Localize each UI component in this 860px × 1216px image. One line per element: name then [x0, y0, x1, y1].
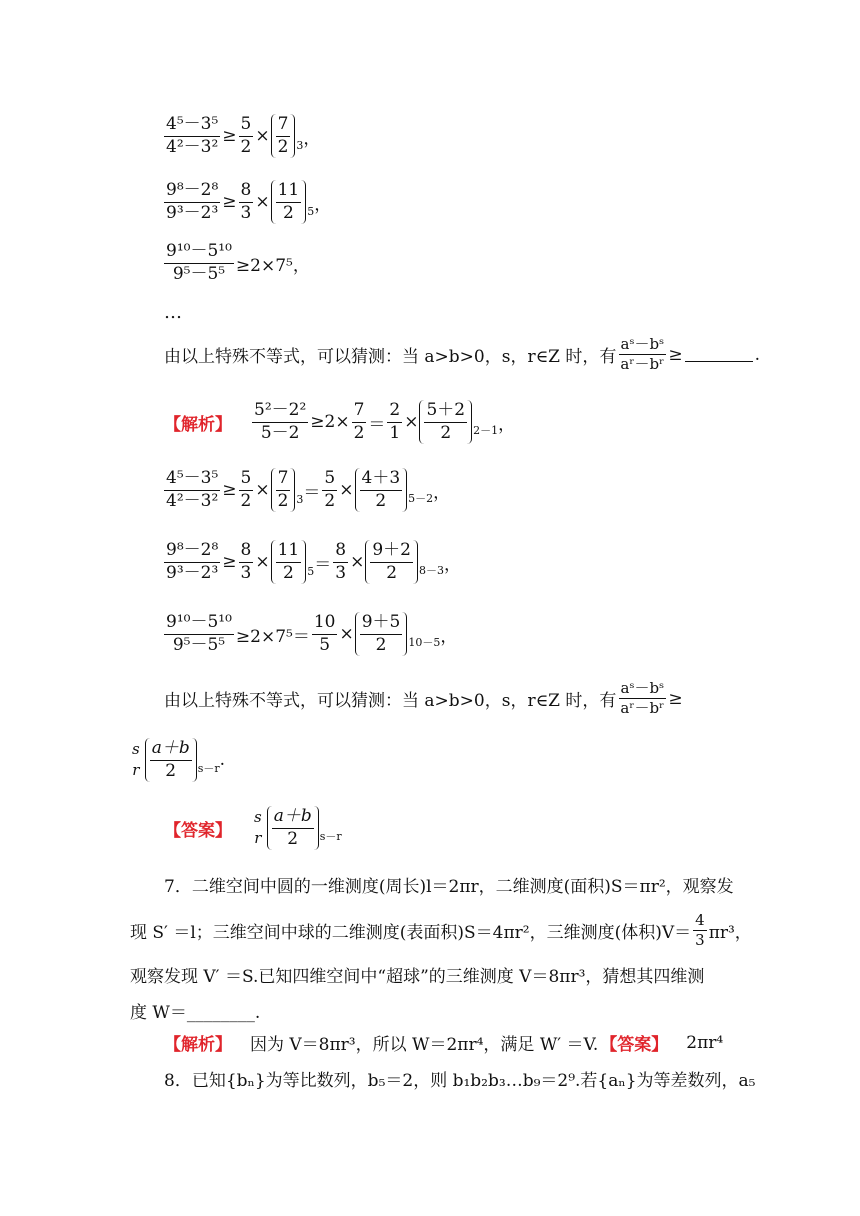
fraction [239, 181, 254, 223]
numerator: 4 [693, 912, 707, 931]
eq-symbol: ＝ [303, 482, 321, 503]
denominator: 3 [240, 562, 252, 583]
numerator: 8 [333, 541, 348, 563]
denominator: 9⁵－5⁵ [172, 634, 226, 655]
numerator: 8 [239, 181, 254, 203]
denominator: 4²－3² [166, 136, 219, 157]
denominator: 1 [389, 422, 401, 443]
times-symbol: × [339, 480, 354, 501]
bracket-group [419, 400, 472, 444]
answer-line [164, 806, 342, 850]
denominator: 5 [319, 634, 331, 655]
fraction [164, 541, 220, 583]
answer-text: 2πr⁴ [686, 1032, 724, 1053]
exponent: 3 [296, 139, 304, 153]
q7-line-1: 7．二维空间中圆的一维测度(周长)l＝2πr，二维测度(面积)S＝πr²，观察发 [164, 877, 734, 897]
bracket-group [267, 806, 319, 850]
numerator: 7 [276, 115, 291, 137]
numerator: 9⁸－2⁸ [164, 181, 220, 203]
analysis-line-3 [162, 540, 461, 584]
fraction [276, 115, 291, 157]
q7-line-3: 观察发现 V′ ＝S.已知四维空间中“超球”的三维测度 V＝8πr³，猜想其四维测 [130, 967, 705, 987]
denominator: r [254, 828, 262, 847]
denominator: 3 [335, 562, 347, 583]
comma: ， [303, 128, 321, 149]
q7-line-2-text: 现 S′ ＝l；三维空间中球的二维测度(表面积)S＝4πr²，三维测度(体积)V＝ [130, 923, 692, 944]
exponent: 5－2 [408, 492, 434, 506]
ge-symbol: ≥ [222, 126, 237, 147]
rhs-text: ≥2×7⁵， [235, 255, 310, 276]
numerator: 4⁵－3⁵ [164, 469, 220, 491]
ge-symbol: ≥ [222, 480, 237, 501]
inequality-line-3 [162, 242, 310, 284]
question-text: 由以上特殊不等式，可以猜测：当 a>b>0，s，r∈Z 时，有 [164, 347, 617, 368]
fraction [164, 242, 234, 284]
analysis-line-1 [164, 400, 515, 444]
bracket-group [145, 738, 197, 782]
denominator: aʳ－bʳ [620, 355, 665, 374]
fraction [276, 469, 291, 511]
inequality-line-1 [162, 114, 320, 158]
comma: ， [443, 554, 461, 575]
numerator: 2 [387, 401, 402, 423]
times-symbol: × [255, 480, 270, 501]
denominator: 9³－2³ [166, 202, 219, 223]
fraction [360, 469, 403, 511]
fraction [360, 613, 403, 655]
comma: ， [433, 482, 451, 503]
fraction [387, 401, 402, 443]
numerator: 5 [239, 469, 254, 491]
analysis-text: 因为 V＝8πr³，所以 W＝2πr⁴，满足 W′ ＝V. [250, 1035, 599, 1055]
fraction [618, 680, 666, 718]
ge-symbol: ≥ [222, 552, 237, 573]
conclusion-text: 由以上特殊不等式，可以猜测：当 a>b>0，s，r∈Z 时，有 [164, 691, 617, 712]
denominator: aʳ－bʳ [620, 699, 665, 718]
bracket-group [271, 114, 296, 158]
numerator: 5²－2² [252, 401, 308, 423]
answer-blank [685, 347, 753, 362]
fraction [693, 912, 707, 950]
conclusion-line [164, 680, 683, 718]
denominator: 2 [440, 422, 452, 443]
answer-tag: 【答案】 [164, 820, 232, 841]
period: . [219, 750, 226, 771]
denominator: 2 [283, 562, 294, 583]
numerator: 9¹⁰－5¹⁰ [164, 242, 234, 264]
denominator: 2 [240, 490, 252, 511]
analysis-line-2 [162, 468, 450, 512]
exponent: 5 [307, 205, 315, 219]
comma: ， [314, 194, 332, 215]
fraction [312, 613, 338, 655]
analysis-tag: 【解析】 [164, 414, 232, 435]
q7-line-2 [130, 912, 752, 950]
ge-symbol: ≥ [668, 688, 683, 709]
numerator: s [254, 808, 262, 827]
exponent: 3 [296, 493, 304, 507]
fraction [239, 469, 254, 511]
numerator: aˢ－bˢ [619, 336, 667, 355]
times-symbol: × [339, 624, 354, 645]
numerator: 5 [239, 115, 254, 137]
bracket-group [355, 468, 408, 512]
numerator: 4＋3 [360, 469, 403, 491]
times-symbol: × [255, 192, 270, 213]
numerator: 4⁵－3⁵ [164, 115, 220, 137]
denominator: 3 [240, 202, 252, 223]
exponent: s－r [319, 830, 342, 844]
fraction [164, 115, 220, 157]
denominator: 2 [353, 422, 365, 443]
denominator: 2 [277, 490, 289, 511]
bracket-group [271, 180, 307, 224]
denominator: 2 [165, 760, 177, 781]
comma: ， [498, 414, 516, 435]
denominator: 2 [277, 136, 289, 157]
fraction [239, 115, 254, 157]
fraction [276, 541, 302, 583]
fraction [424, 401, 467, 443]
inequality-line-2 [162, 180, 331, 224]
analysis-tag: 【解析】 [164, 1035, 232, 1055]
fraction [618, 336, 666, 374]
denominator: 2 [283, 202, 294, 223]
denominator: 2 [375, 490, 387, 511]
analysis-line-4 [162, 612, 457, 656]
fraction [239, 541, 254, 583]
numerator: 5＋2 [424, 401, 467, 423]
ge-symbol: ≥ [222, 192, 237, 213]
fraction [252, 401, 308, 443]
q7-line-4: 度 W＝________. [130, 1003, 261, 1023]
fraction [252, 809, 264, 847]
exponent: 8－3 [418, 564, 444, 578]
comma: ， [440, 626, 458, 647]
denominator: 3 [695, 931, 705, 950]
fraction [322, 469, 337, 511]
mid-text: ≥2×7⁵＝ [235, 626, 310, 647]
denominator: 9⁵－5⁵ [172, 263, 226, 284]
denominator: 2 [324, 490, 336, 511]
denominator: 2 [375, 634, 387, 655]
exponent: 5 [307, 565, 315, 579]
denominator: 5－2 [260, 422, 300, 443]
denominator: 2 [287, 828, 299, 849]
fraction [164, 181, 220, 223]
times-symbol: × [404, 412, 419, 433]
numerator: 9＋5 [360, 613, 403, 635]
times-symbol: × [350, 552, 365, 573]
q7-analysis-line [164, 1030, 723, 1055]
fraction [276, 181, 302, 223]
numerator: s [132, 740, 140, 759]
numerator: 9¹⁰－5¹⁰ [164, 613, 234, 635]
fraction [164, 469, 220, 511]
answer-tag: 【答案】 [600, 1035, 669, 1055]
ellipsis: … [164, 302, 182, 323]
times-symbol: × [255, 552, 270, 573]
fraction [370, 541, 413, 583]
numerator: 11 [276, 541, 302, 563]
fraction [352, 401, 367, 443]
eq-symbol: ＝ [368, 414, 386, 435]
numerator: 10 [312, 613, 338, 635]
fraction [333, 541, 348, 583]
denominator: 2 [240, 136, 252, 157]
period: . [754, 344, 761, 365]
times-symbol: × [255, 126, 270, 147]
numerator: 7 [276, 469, 291, 491]
numerator: 9⁸－2⁸ [164, 541, 220, 563]
conclusion-formula [128, 738, 225, 782]
denominator: 4²－3² [166, 490, 219, 511]
bracket-group [355, 612, 408, 656]
q8-line-1: 8．已知{bₙ}为等比数列，b₅＝2，则 b₁b₂b₃…b₉＝2⁹.若{aₙ}为等差数列，a₅ [164, 1071, 756, 1091]
q7-line-2-tail: πr³， [708, 923, 752, 944]
mid-text: ≥2× [310, 412, 350, 433]
exponent: 2－1 [473, 424, 499, 438]
numerator: 5 [322, 469, 337, 491]
fraction [150, 739, 192, 781]
numerator: a＋b [272, 807, 314, 829]
numerator: 11 [276, 181, 302, 203]
fraction [272, 807, 314, 849]
fraction [164, 613, 234, 655]
denominator: 2 [386, 562, 398, 583]
question-line [164, 336, 760, 374]
ge-symbol: ≥ [668, 344, 683, 365]
eq-symbol: ＝ [314, 554, 332, 575]
exponent: 10－5 [408, 636, 441, 650]
denominator: r [132, 760, 140, 779]
bracket-group [271, 540, 307, 584]
fraction [130, 741, 142, 779]
numerator: a＋b [150, 739, 192, 761]
exponent: s－r [197, 762, 220, 776]
numerator: 8 [239, 541, 254, 563]
denominator: 9³－2³ [166, 562, 219, 583]
bracket-group [271, 468, 296, 512]
numerator: aˢ－bˢ [619, 680, 667, 699]
bracket-group [365, 540, 418, 584]
numerator: 9＋2 [370, 541, 413, 563]
numerator: 7 [352, 401, 367, 423]
